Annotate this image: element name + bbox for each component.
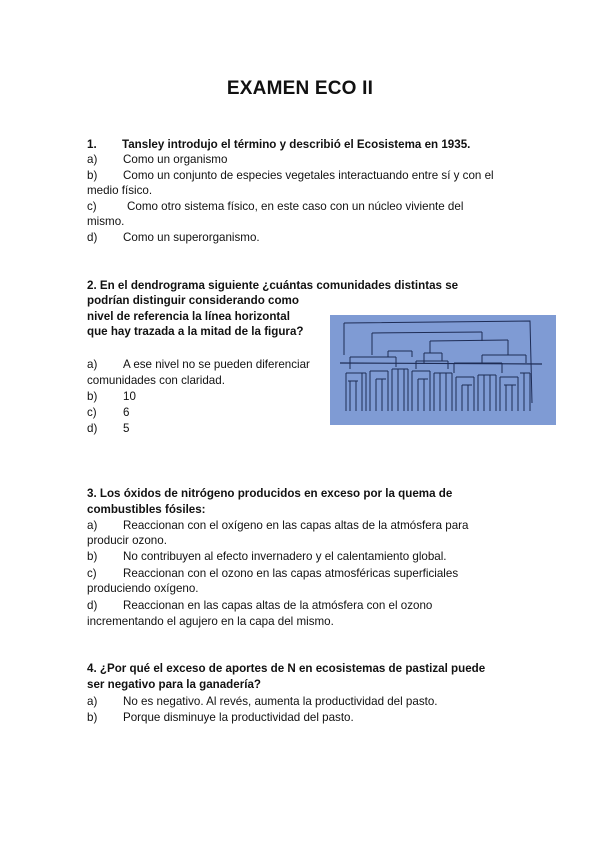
q2-option-b: [87, 389, 136, 404]
q3-option-d-text: Reaccionan en las capas altas de la atmósfera con el ozono: [123, 599, 433, 612]
dendrogram-icon: [330, 315, 556, 425]
q1-option-b-cont: medio físico.: [87, 184, 153, 197]
question-3-line-1: 3. Los óxidos de nitrógeno producidos en exceso por la quema de: [87, 487, 453, 500]
q2-option-a-label: a): [87, 358, 98, 371]
question-2-line-3: nivel de referencia la línea horizontal: [87, 310, 290, 323]
q1-option-a-text: Como un organismo: [123, 153, 228, 166]
q3-option-c-text: Reaccionan con el ozono en las capas atmosféricas superficiales: [123, 567, 459, 580]
q3-option-d-cont: incrementando el agujero en la capa del mismo.: [87, 615, 334, 628]
q2-option-c: [87, 405, 129, 420]
q2-option-d-label: d): [87, 422, 98, 435]
q2-option-a: [87, 357, 310, 372]
q3-option-a-cont: producir ozono.: [87, 534, 167, 547]
q4-option-a-label: a): [87, 695, 98, 708]
question-4-line-2: ser negativo para la ganadería?: [87, 678, 261, 691]
q1-option-a-label: a): [87, 153, 98, 166]
q4-option-b: [87, 710, 354, 725]
question-4-line-1: 4. ¿Por qué el exceso de aportes de N en ecosistemas de pastizal puede: [87, 662, 486, 675]
q1-option-c-text: Como otro sistema físico, en este caso con un núcleo viviente del: [127, 200, 464, 213]
q3-option-c-label: c): [87, 567, 97, 580]
question-2-line-1: 2. En el dendrograma siguiente ¿cuántas comunidades distintas se: [87, 279, 459, 292]
question-2-line-4: que hay trazada a la mitad de la figura?: [87, 325, 304, 338]
question-1-text: Tansley introdujo el término y describió el Ecosistema en 1935.: [122, 138, 471, 151]
q3-option-a-text: Reaccionan con el oxígeno en las capas altas de la atmósfera para: [123, 519, 469, 532]
q1-option-a: [87, 152, 227, 167]
q1-option-d-label: d): [87, 231, 98, 244]
question-1-number: 1.: [87, 138, 97, 151]
q3-option-c: [87, 566, 458, 581]
q3-option-b: [87, 549, 447, 564]
q4-option-a-text: No es negativo. Al revés, aumenta la productividad del pasto.: [123, 695, 438, 708]
exam-title: EXAMEN ECO II: [226, 78, 374, 99]
q1-option-b: [87, 168, 494, 183]
q4-option-b-text: Porque disminuye la productividad del pasto.: [123, 711, 354, 724]
q3-option-d-label: d): [87, 599, 98, 612]
q1-option-c-cont: mismo.: [87, 215, 125, 228]
q1-option-d: [87, 230, 260, 245]
q1-option-c: [87, 199, 463, 214]
q3-option-c-cont: produciendo oxígeno.: [87, 582, 199, 595]
q2-option-d: [87, 421, 129, 436]
q3-option-d: [87, 598, 432, 613]
q1-option-d-text: Como un superorganismo.: [123, 231, 260, 244]
question-1: [87, 137, 470, 152]
question-3-line-2: combustibles fósiles:: [87, 503, 206, 516]
q2-option-b-text: 10: [123, 390, 136, 403]
q2-option-c-label: c): [87, 406, 97, 419]
q2-option-b-label: b): [87, 390, 98, 403]
q3-option-a-label: a): [87, 519, 98, 532]
q1-option-b-text: Como un conjunto de especies vegetales interactuando entre sí y con el: [123, 169, 494, 182]
q2-option-d-text: 5: [123, 422, 130, 435]
q2-option-c-text: 6: [123, 406, 130, 419]
q2-option-a-cont: comunidades con claridad.: [87, 374, 225, 387]
q4-option-b-label: b): [87, 711, 98, 724]
q1-option-c-label: c): [87, 200, 97, 213]
q2-option-a-text: A ese nivel no se pueden diferenciar: [123, 358, 310, 371]
q3-option-b-text: No contribuyen al efecto invernadero y el calentamiento global.: [123, 550, 447, 563]
q4-option-a: [87, 694, 438, 709]
q3-option-b-label: b): [87, 550, 98, 563]
dendrogram-figure: [330, 315, 556, 425]
q3-option-a: [87, 518, 468, 533]
q1-option-b-label: b): [87, 169, 98, 182]
question-2-line-2: podrían distinguir considerando como: [87, 294, 299, 307]
